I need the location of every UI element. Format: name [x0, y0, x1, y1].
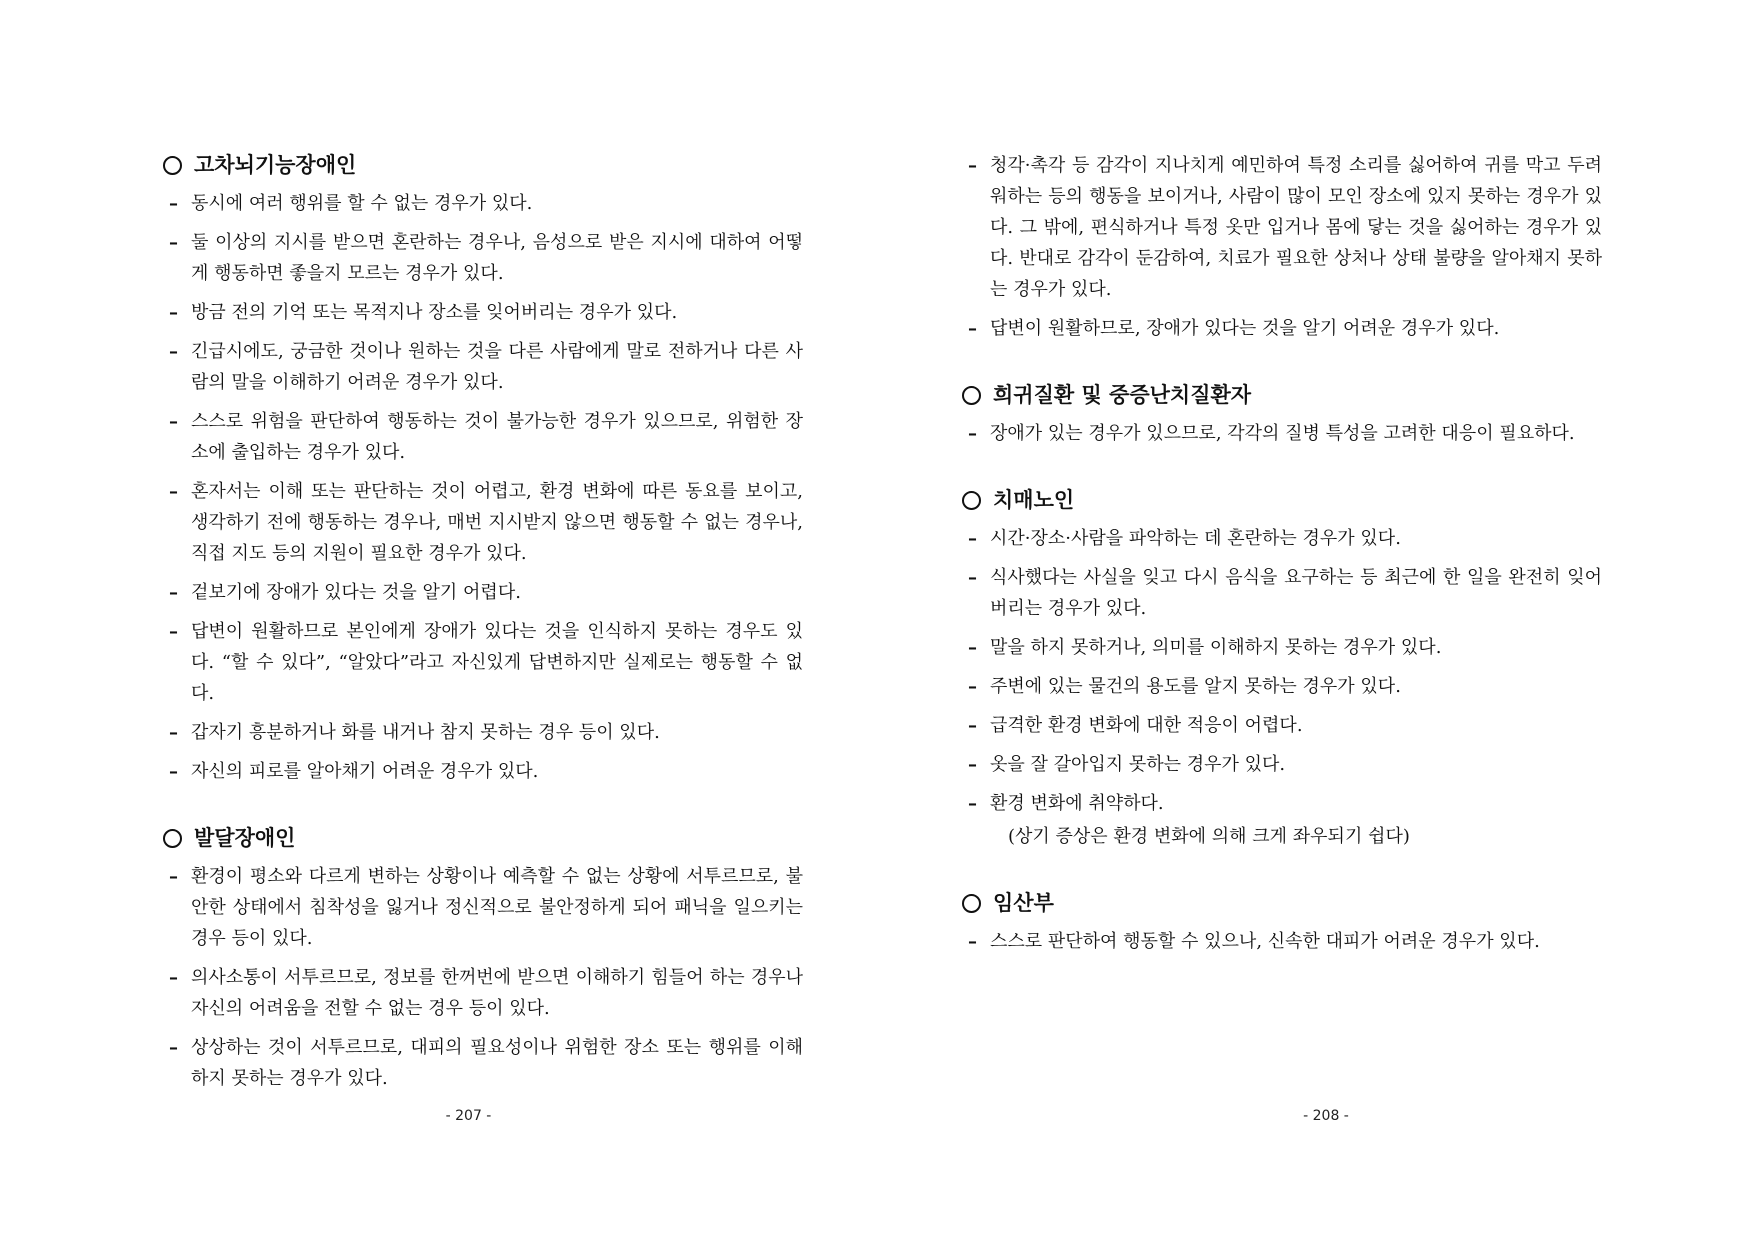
list-item: – 급격한 환경 변화에 대한 적응이 어렵다.: [962, 710, 1602, 741]
dash-bullet: –: [169, 193, 178, 214]
circle-bullet-icon: [163, 156, 182, 175]
dash-bullet: –: [968, 637, 977, 658]
list-item: – 답변이 원활하므로, 장애가 있다는 것을 알기 어려운 경우가 있다.: [962, 313, 1602, 344]
list-item: – 시간·장소·사람을 파악하는 데 혼란하는 경우가 있다.: [962, 523, 1602, 554]
page-number: - 208 -: [1303, 1108, 1349, 1124]
dementia-note: (상기 증상은 환경 변화에 의해 크게 좌우되기 쉽다): [1008, 826, 1410, 847]
dash-bullet: –: [169, 582, 178, 603]
list-item: – 환경 변화에 취약하다.: [962, 788, 1602, 819]
list-item: – 말을 하지 못하거나, 의미를 이해하지 못하는 경우가 있다.: [962, 632, 1602, 663]
right-page: [877, 0, 1755, 1241]
section-heading: [962, 485, 1602, 515]
list-item: – 갑자기 흥분하거나 화를 내거나 참지 못하는 경우 등이 있다.: [163, 717, 803, 748]
heading-text: 발달장애인: [194, 826, 296, 850]
list-item: – 주변에 있는 물건의 용도를 알지 못하는 경우가 있다.: [962, 671, 1602, 702]
list-item: – 긴급시에도, 궁금한 것이나 원하는 것을 다른 사람에게 말로 전하거나 다른 사람의 말을 이해하기 어려운 경우가 있다.: [163, 336, 803, 398]
heading-text: 치매노인: [993, 488, 1075, 512]
dash-bullet: –: [169, 411, 178, 432]
section-brain-disability: [163, 150, 803, 787]
section-continued: [962, 150, 1602, 344]
dash-bullet: –: [968, 676, 977, 697]
list-item: – 둘 이상의 지시를 받으면 혼란하는 경우나, 음성으로 받은 지시에 대하여 어떻게 행동하면 좋을지 모르는 경우가 있다.: [163, 227, 803, 289]
dash-bullet: –: [169, 1037, 178, 1058]
section-heading: [163, 823, 803, 853]
heading-text: 고차뇌기능장애인: [194, 153, 357, 177]
section-heading: [962, 888, 1602, 918]
circle-bullet-icon: [163, 829, 182, 848]
list-item: – 의사소통이 서투르므로, 정보를 한꺼번에 받으면 이해하기 힘들어 하는 경우나 자신의 어려움을 전할 수 없는 경우 등이 있다.: [163, 962, 803, 1024]
list-item: – 동시에 여러 행위를 할 수 없는 경우가 있다.: [163, 188, 803, 219]
dash-bullet: –: [968, 155, 977, 176]
dash-bullet: –: [169, 302, 178, 323]
dash-bullet: –: [968, 754, 977, 775]
dash-bullet: –: [968, 931, 977, 952]
section-pregnant-women: [962, 888, 1602, 957]
dash-bullet: –: [169, 761, 178, 782]
dash-bullet: –: [169, 722, 178, 743]
circle-bullet-icon: [962, 894, 981, 913]
dash-bullet: –: [169, 481, 178, 502]
section-rare-disease: [962, 380, 1602, 449]
dash-bullet: –: [968, 715, 977, 736]
section-heading: [962, 380, 1602, 410]
list-item: – 옷을 잘 갈아입지 못하는 경우가 있다.: [962, 749, 1602, 780]
circle-bullet-icon: [962, 386, 981, 405]
dash-bullet: –: [968, 528, 977, 549]
list-item: – 식사했다는 사실을 잊고 다시 음식을 요구하는 등 최근에 한 일을 완전히 잊어버리는 경우가 있다.: [962, 562, 1602, 624]
section-heading: [163, 150, 803, 180]
list-item: – 청각·촉각 등 감각이 지나치게 예민하여 특정 소리를 싫어하여 귀를 막고 두려워하는 등의 행동을 보이거나, 사람이 많이 모인 장소에 있지 못하는 경우가 있다. 그 밖에, 편식하거나 특정 옷만 입거나 몸에 닿는 것을 싫어하는 경우가 있다. 반대로 감각이 둔감하여, 치료가 필요한 상처나 상태 불량을 알아채지 못하는 경우가 있다.: [962, 150, 1602, 305]
dash-bullet: –: [169, 866, 178, 887]
section-dementia: [962, 485, 1602, 852]
heading-text: 희귀질환 및 중증난치질환자: [993, 383, 1252, 407]
dash-bullet: –: [968, 793, 977, 814]
dash-bullet: –: [968, 567, 977, 588]
list-item: – 혼자서는 이해 또는 판단하는 것이 어렵고, 환경 변화에 따른 동요를 보이고, 생각하기 전에 행동하는 경우나, 매번 지시받지 않으면 행동할 수 없는 경우나, 직접 지도 등의 지원이 필요한 경우가 있다.: [163, 476, 803, 569]
dash-bullet: –: [968, 423, 977, 444]
heading-text: 임산부: [993, 891, 1054, 915]
list-item: – 환경이 평소와 다르게 변하는 상황이나 예측할 수 없는 상황에 서투르므로, 불안한 상태에서 침착성을 잃거나 정신적으로 불안정하게 되어 패닉을 일으키는 경우 등이 있다.: [163, 861, 803, 954]
page-number: - 207 -: [445, 1108, 492, 1124]
list-item: – 자신의 피로를 알아채기 어려운 경우가 있다.: [163, 756, 803, 787]
dash-bullet: –: [968, 318, 977, 339]
list-item: – 스스로 위험을 판단하여 행동하는 것이 불가능한 경우가 있으므로, 위험한 장소에 출입하는 경우가 있다.: [163, 406, 803, 468]
dash-bullet: –: [169, 621, 178, 642]
left-column: [163, 150, 803, 1130]
dash-bullet: –: [169, 232, 178, 253]
list-item: – 스스로 판단하여 행동할 수 있으나, 신속한 대피가 어려운 경우가 있다.: [962, 926, 1602, 957]
circle-bullet-icon: [962, 491, 981, 510]
list-item: – 답변이 원활하므로 본인에게 장애가 있다는 것을 인식하지 못하는 경우도 있다. “할 수 있다”, “알았다”라고 자신있게 답변하지만 실제로는 행동할 수 없다.: [163, 616, 803, 709]
dash-bullet: –: [169, 967, 178, 988]
list-item: – 겉보기에 장애가 있다는 것을 알기 어렵다.: [163, 577, 803, 608]
list-item: – 장애가 있는 경우가 있으므로, 각각의 질병 특성을 고려한 대응이 필요하다.: [962, 418, 1602, 449]
list-item: – 상상하는 것이 서투르므로, 대피의 필요성이나 위험한 장소 또는 행위를 이해하지 못하는 경우가 있다.: [163, 1032, 803, 1094]
left-page: [0, 0, 877, 1241]
dash-bullet: –: [169, 341, 178, 362]
right-column: [962, 150, 1602, 993]
list-item: – 방금 전의 기억 또는 목적지나 장소를 잊어버리는 경우가 있다.: [163, 297, 803, 328]
section-developmental-disability: [163, 823, 803, 1094]
